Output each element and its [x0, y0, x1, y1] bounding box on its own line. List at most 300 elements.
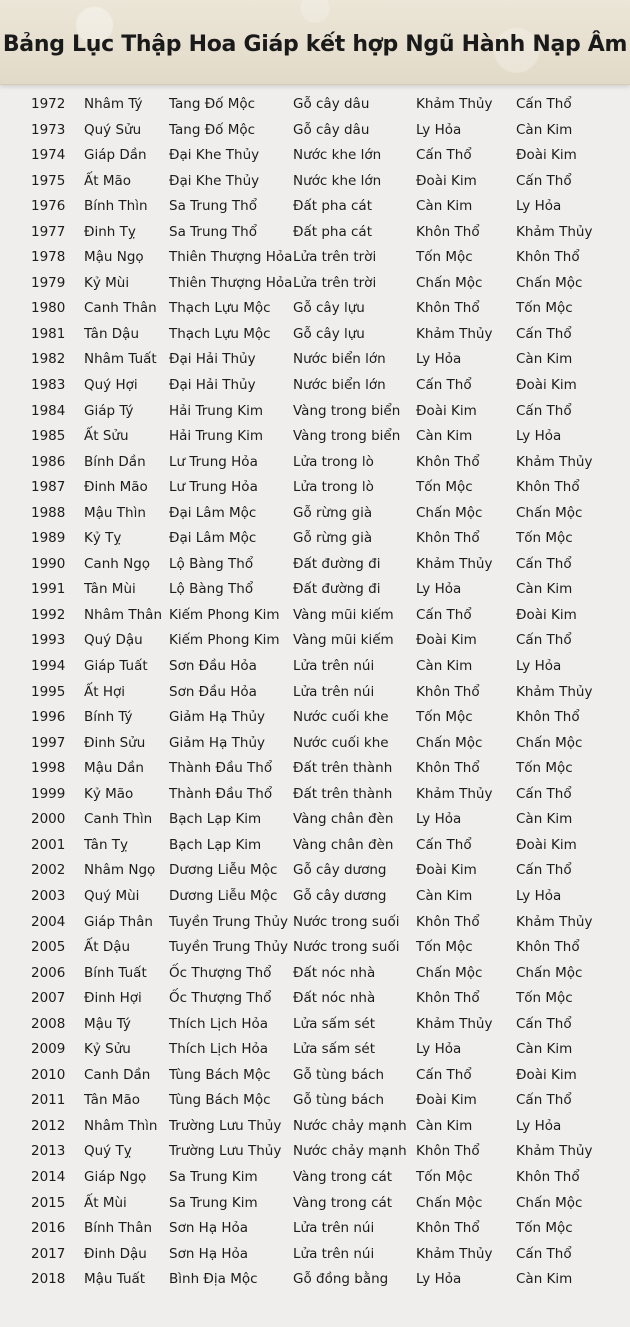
meaning-cell: Đất nóc nhà	[293, 964, 376, 981]
meaning-cell: Gỗ tùng bách	[293, 1092, 385, 1109]
table-row	[0, 1191, 630, 1217]
cung-nu-cell: Cấn Thổ	[516, 632, 572, 649]
cung-nu-cell: Khôn Thổ	[516, 709, 580, 726]
year-cell: 2002	[31, 862, 66, 879]
nap-am-cell: Bạch Lạp Kim	[169, 811, 262, 828]
can-chi-cell: Quý Dậu	[84, 632, 143, 649]
table-row	[0, 552, 630, 578]
nap-am-cell: Thích Lịch Hỏa	[169, 1041, 269, 1058]
nap-am-cell: Hải Trung Kim	[169, 428, 264, 445]
table-row	[0, 910, 630, 936]
table-row	[0, 935, 630, 961]
can-chi-cell: Quý Mùi	[84, 887, 140, 904]
meaning-cell: Nước biển lớn	[293, 351, 386, 368]
year-cell: 1995	[31, 683, 66, 700]
table-row	[0, 577, 630, 603]
cung-nam-cell: Đoài Kim	[416, 402, 477, 419]
year-cell: 1977	[31, 223, 66, 240]
cung-nam-cell: Tốn Mộc	[416, 1168, 473, 1185]
cung-nu-cell: Ly Hỏa	[516, 887, 562, 904]
year-cell: 1992	[31, 606, 66, 623]
year-cell: 1979	[31, 274, 66, 291]
nap-am-cell: Dương Liễu Mộc	[169, 887, 278, 904]
cung-nam-cell: Khôn Thổ	[416, 1220, 480, 1237]
cung-nu-cell: Khảm Thủy	[516, 913, 593, 930]
nap-am-cell: Tuyền Trung Thủy	[169, 939, 289, 956]
can-chi-cell: Ất Mão	[84, 172, 131, 189]
can-chi-cell: Nhâm Ngọ	[84, 862, 156, 879]
nap-am-cell: Bạch Lạp Kim	[169, 836, 262, 853]
can-chi-cell: Đinh Tỵ	[84, 223, 136, 240]
year-cell: 2014	[31, 1168, 66, 1185]
year-cell: 1978	[31, 249, 66, 266]
cung-nam-cell: Càn Kim	[416, 887, 473, 904]
cung-nu-cell: Ly Hỏa	[516, 1117, 562, 1134]
cung-nam-cell: Càn Kim	[416, 198, 473, 215]
can-chi-cell: Bính Dần	[84, 453, 146, 470]
can-chi-cell: Giáp Thân	[84, 913, 153, 930]
cung-nam-cell: Khảm Thủy	[416, 96, 493, 112]
table-row	[0, 245, 630, 271]
nap-am-cell: Trường Lưu Thủy	[169, 1117, 282, 1134]
cung-nu-cell: Cấn Thổ	[516, 785, 572, 802]
cung-nam-cell: Tốn Mộc	[416, 249, 473, 266]
year-cell: 2018	[31, 1271, 66, 1288]
nap-am-cell: Kiếm Phong Kim	[169, 632, 280, 649]
nap-am-cell: Dương Liễu Mộc	[169, 862, 278, 879]
meaning-cell: Đất nóc nhà	[293, 990, 376, 1007]
meaning-cell: Đất trên thành	[293, 785, 393, 802]
cung-nu-cell: Càn Kim	[516, 121, 573, 138]
meaning-cell: Lửa trong lò	[293, 453, 374, 470]
table-row	[0, 450, 630, 476]
year-cell: 1974	[31, 147, 66, 164]
year-cell: 1984	[31, 402, 66, 419]
cung-nam-cell: Khôn Thổ	[416, 990, 480, 1007]
table-row	[0, 705, 630, 731]
meaning-cell: Gỗ cây dâu	[293, 121, 370, 138]
cung-nam-cell: Chấn Mộc	[416, 964, 483, 981]
can-chi-cell: Kỷ Mùi	[84, 274, 130, 291]
cung-nu-cell: Chấn Mộc	[516, 734, 583, 751]
nap-am-cell: Thành Đầu Thổ	[169, 760, 273, 777]
table-row	[0, 399, 630, 425]
table-row	[0, 603, 630, 629]
table-row	[0, 143, 630, 169]
can-chi-cell: Đinh Mão	[84, 479, 148, 496]
table-row	[0, 1012, 630, 1038]
cung-nam-cell: Khảm Thủy	[416, 1245, 493, 1262]
cung-nam-cell: Chấn Mộc	[416, 274, 483, 291]
meaning-cell: Gỗ cây lựu	[293, 325, 365, 342]
nap-am-cell: Sơn Đầu Hỏa	[169, 683, 257, 700]
cung-nu-cell: Khảm Thủy	[516, 683, 593, 700]
can-chi-cell: Mậu Dần	[84, 760, 144, 777]
year-cell: 1996	[31, 709, 66, 726]
can-chi-cell: Tân Mùi	[84, 581, 136, 598]
cung-nu-cell: Ly Hỏa	[516, 658, 562, 675]
can-chi-cell: Nhâm Tuất	[84, 351, 157, 368]
can-chi-cell: Canh Ngọ	[84, 555, 151, 572]
can-chi-cell: Mậu Ngọ	[84, 249, 144, 266]
table-row	[0, 1139, 630, 1165]
cung-nu-cell: Tốn Mộc	[516, 530, 573, 547]
cung-nu-cell: Càn Kim	[516, 351, 573, 368]
cung-nu-cell: Đoài Kim	[516, 377, 577, 394]
year-cell: 2005	[31, 939, 66, 956]
meaning-cell: Đất pha cát	[293, 223, 372, 240]
nap-am-cell: Đại Hải Thủy	[169, 351, 256, 368]
can-chi-cell: Kỷ Mão	[84, 785, 134, 802]
meaning-cell: Gỗ cây dương	[293, 862, 387, 879]
meaning-cell: Lửa trên núi	[293, 658, 375, 675]
nap-am-cell: Thạch Lựu Mộc	[169, 300, 271, 317]
cung-nam-cell: Chấn Mộc	[416, 734, 483, 751]
table-row	[0, 169, 630, 195]
nap-am-cell: Thiên Thượng Hỏa	[169, 274, 293, 291]
can-chi-cell: Bính Thân	[84, 1220, 153, 1237]
meaning-cell: Lửa trên trời	[293, 274, 377, 291]
can-chi-cell: Canh Dần	[84, 1066, 151, 1083]
cung-nu-cell: Cấn Thổ	[516, 1245, 572, 1262]
year-cell: 1987	[31, 479, 66, 496]
meaning-cell: Vàng chân đèn	[293, 836, 394, 853]
meaning-cell: Nước chảy mạnh	[293, 1117, 407, 1134]
meaning-cell: Nước cuối khe	[293, 709, 389, 726]
nap-am-cell: Lộ Bàng Thổ	[169, 581, 254, 598]
nap-am-cell: Tuyền Trung Thủy	[169, 913, 289, 930]
year-cell: 2016	[31, 1220, 66, 1237]
cung-nu-cell: Đoài Kim	[516, 147, 577, 164]
table-row	[0, 884, 630, 910]
table-row	[0, 526, 630, 552]
table-row	[0, 1088, 630, 1114]
table-row	[0, 961, 630, 987]
meaning-cell: Gỗ cây dâu	[293, 96, 370, 112]
can-chi-cell: Nhâm Tý	[84, 96, 143, 112]
table-row	[0, 118, 630, 144]
nap-am-cell: Giảm Hạ Thủy	[169, 734, 265, 751]
cung-nam-cell: Đoài Kim	[416, 172, 477, 189]
cung-nu-cell: Tốn Mộc	[516, 1220, 573, 1237]
can-chi-cell: Giáp Dần	[84, 147, 147, 164]
cung-nam-cell: Càn Kim	[416, 428, 473, 445]
cung-nam-cell: Ly Hỏa	[416, 121, 462, 138]
cung-nam-cell: Khảm Thủy	[416, 1015, 493, 1032]
cung-nam-cell: Khôn Thổ	[416, 223, 480, 240]
year-cell: 2012	[31, 1117, 66, 1134]
table-row	[0, 271, 630, 297]
meaning-cell: Gỗ cây dương	[293, 887, 387, 904]
nap-am-cell: Ốc Thượng Thổ	[169, 964, 272, 981]
cung-nu-cell: Cấn Thổ	[516, 1092, 572, 1109]
year-cell: 1985	[31, 428, 66, 445]
year-cell: 1990	[31, 555, 66, 572]
cung-nam-cell: Càn Kim	[416, 658, 473, 675]
meaning-cell: Nước biển lớn	[293, 377, 386, 394]
cung-nu-cell: Đoài Kim	[516, 1066, 577, 1083]
cung-nam-cell: Cấn Thổ	[416, 1066, 472, 1083]
cung-nu-cell: Càn Kim	[516, 581, 573, 598]
nap-am-cell: Sa Trung Thổ	[169, 198, 257, 215]
nap-am-cell: Giảm Hạ Thủy	[169, 709, 265, 726]
can-chi-cell: Kỷ Sửu	[84, 1041, 131, 1058]
cung-nu-cell: Chấn Mộc	[516, 504, 583, 521]
nap-am-cell: Sa Trung Thổ	[169, 223, 257, 240]
nap-am-cell: Kiếm Phong Kim	[169, 606, 280, 623]
year-cell: 1976	[31, 198, 66, 215]
cung-nu-cell: Tốn Mộc	[516, 990, 573, 1007]
nap-am-cell: Đại Khe Thủy	[169, 172, 260, 189]
meaning-cell: Vàng trong biển	[293, 402, 401, 419]
year-cell: 1973	[31, 121, 66, 138]
cung-nam-cell: Đoài Kim	[416, 1092, 477, 1109]
can-chi-cell: Ất Hợi	[84, 683, 125, 700]
year-cell: 1980	[31, 300, 66, 317]
year-cell: 1999	[31, 785, 66, 802]
cung-nu-cell: Ly Hỏa	[516, 198, 562, 215]
cung-nam-cell: Tốn Mộc	[416, 709, 473, 726]
cung-nu-cell: Cấn Thổ	[516, 325, 572, 342]
year-cell: 1983	[31, 377, 66, 394]
table-row	[0, 833, 630, 859]
cung-nu-cell: Càn Kim	[516, 1271, 573, 1288]
meaning-cell: Lửa sấm sét	[293, 1041, 376, 1058]
can-chi-cell: Ất Dậu	[84, 939, 131, 956]
meaning-cell: Lửa trong lò	[293, 479, 374, 496]
year-cell: 2001	[31, 836, 66, 853]
cung-nam-cell: Khôn Thổ	[416, 530, 480, 547]
can-chi-cell: Đinh Sửu	[84, 734, 146, 751]
table-row	[0, 1165, 630, 1191]
cung-nu-cell: Tốn Mộc	[516, 760, 573, 777]
cung-nam-cell: Khảm Thủy	[416, 325, 493, 342]
nap-am-cell: Đại Lâm Mộc	[169, 530, 257, 547]
can-chi-cell: Đinh Hợi	[84, 990, 142, 1007]
cung-nam-cell: Khôn Thổ	[416, 683, 480, 700]
nap-am-cell: Thiên Thượng Hỏa	[169, 249, 293, 266]
can-chi-cell: Ất Sửu	[84, 428, 129, 445]
table-row	[0, 296, 630, 322]
cung-nam-cell: Ly Hỏa	[416, 581, 462, 598]
year-cell: 2003	[31, 887, 66, 904]
cung-nu-cell: Cấn Thổ	[516, 1015, 572, 1032]
year-cell: 1975	[31, 172, 66, 189]
table-row	[0, 1037, 630, 1063]
can-chi-cell: Bính Thìn	[84, 198, 148, 215]
table-row	[0, 373, 630, 399]
cung-nu-cell: Chấn Mộc	[516, 964, 583, 981]
meaning-cell: Lửa trên núi	[293, 1245, 375, 1262]
can-chi-cell: Nhâm Thìn	[84, 1117, 158, 1134]
can-chi-cell: Mậu Tuất	[84, 1271, 146, 1288]
nap-am-cell: Thành Đầu Thổ	[169, 785, 273, 802]
cung-nam-cell: Cấn Thổ	[416, 147, 472, 164]
cung-nam-cell: Khôn Thổ	[416, 300, 480, 317]
cung-nam-cell: Khôn Thổ	[416, 913, 480, 930]
nap-am-cell: Sơn Đầu Hỏa	[169, 658, 257, 675]
cung-nam-cell: Tốn Mộc	[416, 939, 473, 956]
meaning-cell: Vàng trong cát	[293, 1168, 393, 1185]
table-row	[0, 194, 630, 220]
cung-nu-cell: Cấn Thổ	[516, 402, 572, 419]
cung-nam-cell: Khảm Thủy	[416, 555, 493, 572]
nap-am-cell: Lư Trung Hỏa	[169, 479, 258, 496]
can-chi-cell: Quý Tỵ	[84, 1143, 132, 1160]
can-chi-cell: Quý Hợi	[84, 377, 138, 394]
cung-nu-cell: Khảm Thủy	[516, 1143, 593, 1160]
nap-am-cell: Tang Đố Mộc	[169, 96, 256, 112]
cung-nu-cell: Đoài Kim	[516, 606, 577, 623]
nap-am-cell: Sơn Hạ Hỏa	[169, 1245, 249, 1262]
can-chi-cell: Canh Thân	[84, 300, 157, 317]
meaning-cell: Gỗ rừng già	[293, 504, 373, 521]
cung-nu-cell: Tốn Mộc	[516, 300, 573, 317]
can-chi-cell: Đinh Dậu	[84, 1245, 147, 1262]
table-row	[0, 475, 630, 501]
data-table	[0, 92, 630, 1293]
table-row	[0, 1216, 630, 1242]
cung-nu-cell: Đoài Kim	[516, 836, 577, 853]
cung-nu-cell: Cấn Thổ	[516, 96, 572, 112]
can-chi-cell: Quý Sửu	[84, 121, 142, 138]
cung-nam-cell: Ly Hỏa	[416, 351, 462, 368]
cung-nam-cell: Khôn Thổ	[416, 1143, 480, 1160]
can-chi-cell: Mậu Thìn	[84, 504, 146, 521]
cung-nam-cell: Đoài Kim	[416, 862, 477, 879]
meaning-cell: Nước chảy mạnh	[293, 1143, 407, 1160]
can-chi-cell: Giáp Tuất	[84, 658, 148, 675]
meaning-cell: Gỗ đồng bằng	[293, 1271, 389, 1288]
cung-nu-cell: Cấn Thổ	[516, 555, 572, 572]
nap-am-cell: Đại Hải Thủy	[169, 377, 256, 394]
meaning-cell: Vàng chân đèn	[293, 811, 394, 828]
meaning-cell: Lửa trên núi	[293, 683, 375, 700]
can-chi-cell: Bính Tuất	[84, 964, 147, 981]
table-row	[0, 322, 630, 348]
cung-nu-cell: Chấn Mộc	[516, 1194, 583, 1211]
year-cell: 2006	[31, 964, 66, 981]
year-cell: 2013	[31, 1143, 66, 1160]
nap-am-cell: Thạch Lựu Mộc	[169, 325, 271, 342]
year-cell: 2007	[31, 990, 66, 1007]
cung-nu-cell: Chấn Mộc	[516, 274, 583, 291]
meaning-cell: Gỗ cây lựu	[293, 300, 365, 317]
year-cell: 2010	[31, 1066, 66, 1083]
nap-am-cell: Trường Lưu Thủy	[169, 1143, 282, 1160]
cung-nu-cell: Càn Kim	[516, 811, 573, 828]
cung-nam-cell: Cấn Thổ	[416, 836, 472, 853]
year-cell: 1972	[31, 96, 66, 112]
nap-am-cell: Đại Khe Thủy	[169, 147, 260, 164]
cung-nam-cell: Ly Hỏa	[416, 1271, 462, 1288]
meaning-cell: Nước cuối khe	[293, 734, 389, 751]
title-banner	[0, 0, 630, 85]
cung-nam-cell: Khôn Thổ	[416, 760, 480, 777]
table-row	[0, 782, 630, 808]
meaning-cell: Gỗ tùng bách	[293, 1066, 385, 1083]
can-chi-cell: Kỷ Tỵ	[84, 530, 122, 547]
cung-nu-cell: Khảm Thủy	[516, 453, 593, 470]
table-row	[0, 347, 630, 373]
can-chi-cell: Tân Mão	[84, 1092, 140, 1109]
table-row	[0, 220, 630, 246]
cung-nu-cell: Khôn Thổ	[516, 1168, 580, 1185]
year-cell: 2015	[31, 1194, 66, 1211]
table-row	[0, 858, 630, 884]
year-cell: 1997	[31, 734, 66, 751]
year-cell: 1982	[31, 351, 66, 368]
cung-nu-cell: Cấn Thổ	[516, 172, 572, 189]
cung-nu-cell: Cấn Thổ	[516, 862, 572, 879]
nap-am-cell: Tùng Bách Mộc	[169, 1066, 271, 1083]
can-chi-cell: Canh Thìn	[84, 811, 153, 828]
meaning-cell: Nước khe lớn	[293, 147, 382, 164]
cung-nu-cell: Càn Kim	[516, 1041, 573, 1058]
meaning-cell: Lửa sấm sét	[293, 1015, 376, 1032]
year-cell: 2017	[31, 1245, 66, 1262]
can-chi-cell: Tân Tỵ	[84, 836, 129, 853]
table-row	[0, 1114, 630, 1140]
can-chi-cell: Mậu Tý	[84, 1015, 131, 1032]
meaning-cell: Nước trong suối	[293, 939, 400, 956]
meaning-cell: Lửa trên núi	[293, 1220, 375, 1237]
year-cell: 2000	[31, 811, 66, 828]
year-cell: 1981	[31, 325, 66, 342]
meaning-cell: Gỗ rừng già	[293, 530, 373, 547]
table-row	[0, 1267, 630, 1293]
year-cell: 2004	[31, 913, 66, 930]
table-row	[0, 1242, 630, 1268]
cung-nam-cell: Chấn Mộc	[416, 1194, 483, 1211]
cung-nu-cell: Khôn Thổ	[516, 479, 580, 496]
table-row	[0, 92, 630, 118]
meaning-cell: Vàng mũi kiếm	[293, 606, 394, 623]
year-cell: 2009	[31, 1041, 66, 1058]
table-row	[0, 501, 630, 527]
meaning-cell: Đất đường đi	[293, 555, 381, 572]
cung-nam-cell: Chấn Mộc	[416, 504, 483, 521]
cung-nam-cell: Tốn Mộc	[416, 479, 473, 496]
table-row	[0, 807, 630, 833]
nap-am-cell: Tùng Bách Mộc	[169, 1092, 271, 1109]
page-title: Bảng Lục Thập Hoa Giáp kết hợp Ngũ Hành Nạp Âm	[2, 32, 628, 57]
nap-am-cell: Lộ Bàng Thổ	[169, 555, 254, 572]
table-row	[0, 424, 630, 450]
nap-am-cell: Thích Lịch Hỏa	[169, 1015, 269, 1032]
cung-nu-cell: Khôn Thổ	[516, 939, 580, 956]
meaning-cell: Nước khe lớn	[293, 172, 382, 189]
table-row	[0, 680, 630, 706]
cung-nu-cell: Ly Hỏa	[516, 428, 562, 445]
can-chi-cell: Nhâm Thân	[84, 606, 163, 623]
year-cell: 1998	[31, 760, 66, 777]
year-cell: 1988	[31, 504, 66, 521]
nap-am-cell: Lư Trung Hỏa	[169, 453, 258, 470]
meaning-cell: Đất pha cát	[293, 198, 372, 215]
nap-am-cell: Sa Trung Kim	[169, 1194, 258, 1211]
table-row	[0, 731, 630, 757]
table-row	[0, 628, 630, 654]
cung-nam-cell: Ly Hỏa	[416, 811, 462, 828]
table-row	[0, 654, 630, 680]
year-cell: 1986	[31, 453, 66, 470]
nap-am-cell: Sơn Hạ Hỏa	[169, 1220, 249, 1237]
table-row	[0, 1063, 630, 1089]
year-cell: 2011	[31, 1092, 66, 1109]
cung-nam-cell: Càn Kim	[416, 1117, 473, 1134]
nap-am-cell: Ốc Thượng Thổ	[169, 990, 272, 1007]
